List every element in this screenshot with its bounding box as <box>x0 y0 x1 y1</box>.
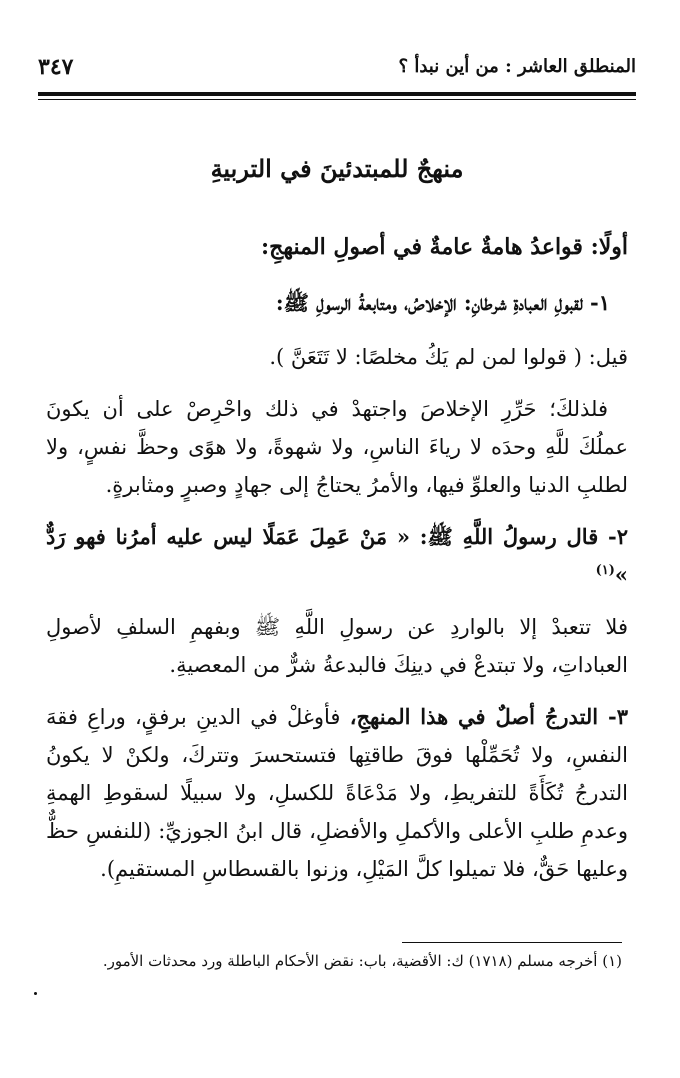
header-rule-thick <box>38 92 636 96</box>
page-mark <box>34 992 37 995</box>
header-rule-thin <box>38 99 636 100</box>
paragraph-following: فلا تتعبدْ إلا بالواردِ عن رسولِ اللَّهِ ﷺ وبفهمِ السلفِ لأصولِ العباداتِ، ولا تبتدعْ في دينِكَ فالبدعةُ شرٌّ من المعصيةِ. <box>46 615 628 677</box>
rule-3-paragraph <box>46 698 628 888</box>
page-number: ٣٤٧ <box>38 54 74 80</box>
section-title: منهجٌ للمبتدئينَ في التربيةِ <box>210 154 464 183</box>
rule-3-body: فأوغلْ في الدينِ برفقٍ، وراعِ فقهَ النفسِ، ولا تُحَمِّلْها فوقَ طاقتِها فتستحسرَ وتتركَ، ولكنْ لا يكونُ التدرجُ تُكَأَةً للتفريطِ، ولا مَدْعَاةً للكسلِ، ولا سبيلًا لسقوطِ الهمةِ وعدمِ طلبِ الأعلى والأكملِ والأفضلِ، قال ابنُ الجوزيِّ: (للنفسِ حظٌّ وعليها حَقٌّ، فلا تميلوا كلَّ المَيْلِ، وزنوا بالقسطاسِ المستقيمِ). <box>46 705 628 881</box>
footnote-reference[interactable]: (١) <box>595 563 615 578</box>
rule-2-heading <box>46 518 628 594</box>
footnote-separator <box>402 942 622 943</box>
running-header <box>38 54 636 90</box>
paragraph-sincerity: فلذلكَ؛ حَرِّرِ الإخلاصَ واجتهدْ في ذلك واحْرِصْ على أن يكونَ عملُكَ للَّهِ وحدَه لا رياءَ الناسِ، ولا شهوةً، ولا هوًى وحظَّ نفسٍ، ولا لطلبِ الدنيا والعلوِّ فيها، والأمرُ يحتاجُ إلى جهادٍ وصبرٍ ومثابرةٍ. <box>46 397 628 497</box>
page-body <box>46 150 628 902</box>
subsection-heading: أولًا: قواعدُ هامةٌ عامةٌ في أصولِ المنهجِ: <box>261 234 628 260</box>
rule-3-lead: ٣- التدرجُ أصلٌ في هذا المنهجِ، <box>349 704 628 729</box>
footnote: (١) أخرجه مسلم (١٧١٨) ك: الأقضية، باب: نقض الأحكام الباطلة ورد محدثات الأمور. <box>102 952 622 970</box>
hadith-quote: « مَنْ عَمِلَ عَمَلًا ليس عليه أمرُنا فهو رَدٌّ » <box>46 524 628 587</box>
rule-2-lead: ٢- قال رسولُ اللَّهِ ﷺ: <box>419 524 629 549</box>
chapter-title: المنطلق العاشر : من أين نبدأ ؟ <box>398 56 636 77</box>
quote-paragraph: قيل: ( قولوا لمن لم يَكُ مخلصًا: لا تَتَعَنَّ ). <box>269 345 628 369</box>
rule-1-heading: ١- لقبولِ العبادةِ شرطانِ: الإخلاصُ، ومتابعةُ الرسولِ ﷺ: <box>275 290 610 315</box>
